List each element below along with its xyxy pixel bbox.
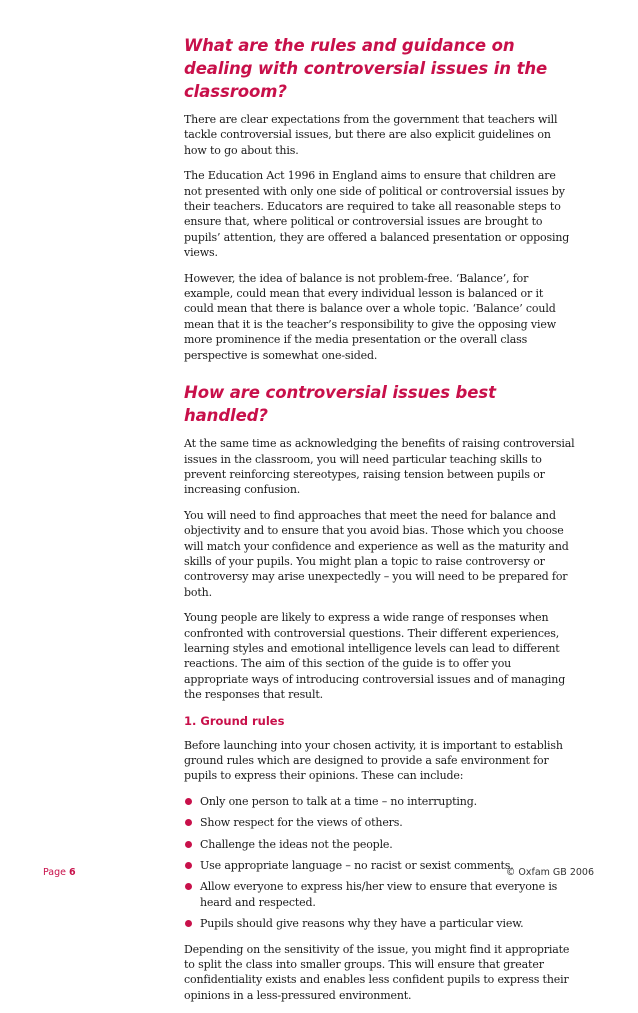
paragraph: Before launching into your chosen activity, it is important to establish ground rules which are designed to provide a safe environment for pupils to express their opinions. These can include: bbox=[184, 738, 563, 783]
paragraph: There are clear expectations from the government that teachers will tackle controversial issues, but there are also explicit guidelines on how to go about this. bbox=[184, 113, 558, 157]
page-number bbox=[43, 867, 76, 878]
paragraph: At the same time as acknowledging the benefits of raising controversial issues in the classroom, you will need particular teaching skills to prevent reinforcing stereotypes, raising tension between pupils or increasing confusion. bbox=[184, 437, 575, 497]
bullet-icon bbox=[185, 819, 192, 826]
bullet-icon bbox=[185, 798, 192, 805]
list-item bbox=[184, 794, 576, 809]
list-item-text: Challenge the ideas not the people. bbox=[200, 837, 393, 851]
bullet-icon bbox=[185, 883, 192, 890]
bullet-icon bbox=[185, 862, 192, 869]
page-number-value: 6 bbox=[69, 867, 76, 878]
list-item-text: Show respect for the views of others. bbox=[200, 816, 403, 830]
list-item bbox=[184, 815, 576, 830]
list-item-text: Only one person to talk at a time – no interrupting. bbox=[200, 794, 477, 808]
list-item-text: Pupils should give reasons why they have a particular view. bbox=[200, 917, 524, 931]
list-item bbox=[184, 879, 576, 910]
section-heading-best-handled: How are controversial issues best handled? bbox=[184, 383, 496, 426]
paragraph: You will need to find approaches that meet the need for balance and objectivity and to ensure that you avoid bias. Those which you choose will match your confidence and experience as well as the maturity and skills of your pupils. You might plan a topic to raise controversy or controversy may arise unexpectedly – you will need to be prepared for both. bbox=[184, 508, 569, 599]
paragraph: Depending on the sensitivity of the issue, you might find it appropriate to split the class into smaller groups. This will ensure that greater confidentiality exists and enables less confident pupils to express their opinions in a less-pressured environment. bbox=[184, 942, 570, 1002]
bullet-icon bbox=[185, 920, 192, 927]
paragraph: However, the idea of balance is not problem-free. ‘Balance’, for example, could mean that every individual lesson is balanced or it could mean that there is balance over a whole topic. ‘Balance’ could mean that it is the teacher’s responsibility to give the opposing view more prominence if the media presentation or the overall class perspective is somewhat one-sided. bbox=[184, 271, 556, 362]
section-heading-rules-guidance: What are the rules and guidance on dealing with controversial issues in the classroom? bbox=[184, 36, 548, 101]
paragraph: The Education Act 1996 in England aims to ensure that children are not presented with only one side of political or controversial issues by their teachers. Educators are required to take all reasonable steps to ensure that, where political or controversial issues are brought to pupils’ attention, they are offered a balanced presentation or opposing views. bbox=[184, 169, 570, 260]
bullet-icon bbox=[185, 841, 192, 848]
paragraph: Young people are likely to express a wide range of responses when confronted with controversial questions. Their different experiences, learning styles and emotional intelligence levels can lead to different reactions. The aim of this section of the guide is to offer you appropriate ways of introducing controversial issues and of managing the responses that result. bbox=[184, 611, 566, 702]
list-item-text: Use appropriate language – no racist or sexist comments. bbox=[200, 859, 514, 873]
ground-rules-list bbox=[184, 794, 576, 932]
subheading-ground-rules: 1. Ground rules bbox=[184, 713, 285, 728]
list-item bbox=[184, 916, 576, 931]
list-item-text: Allow everyone to express his/her view to ensure that everyone is heard and respected. bbox=[200, 880, 558, 909]
list-item bbox=[184, 837, 576, 852]
copyright-notice: © Oxfam GB 2006 bbox=[505, 867, 594, 878]
page-label: Page bbox=[43, 867, 66, 878]
